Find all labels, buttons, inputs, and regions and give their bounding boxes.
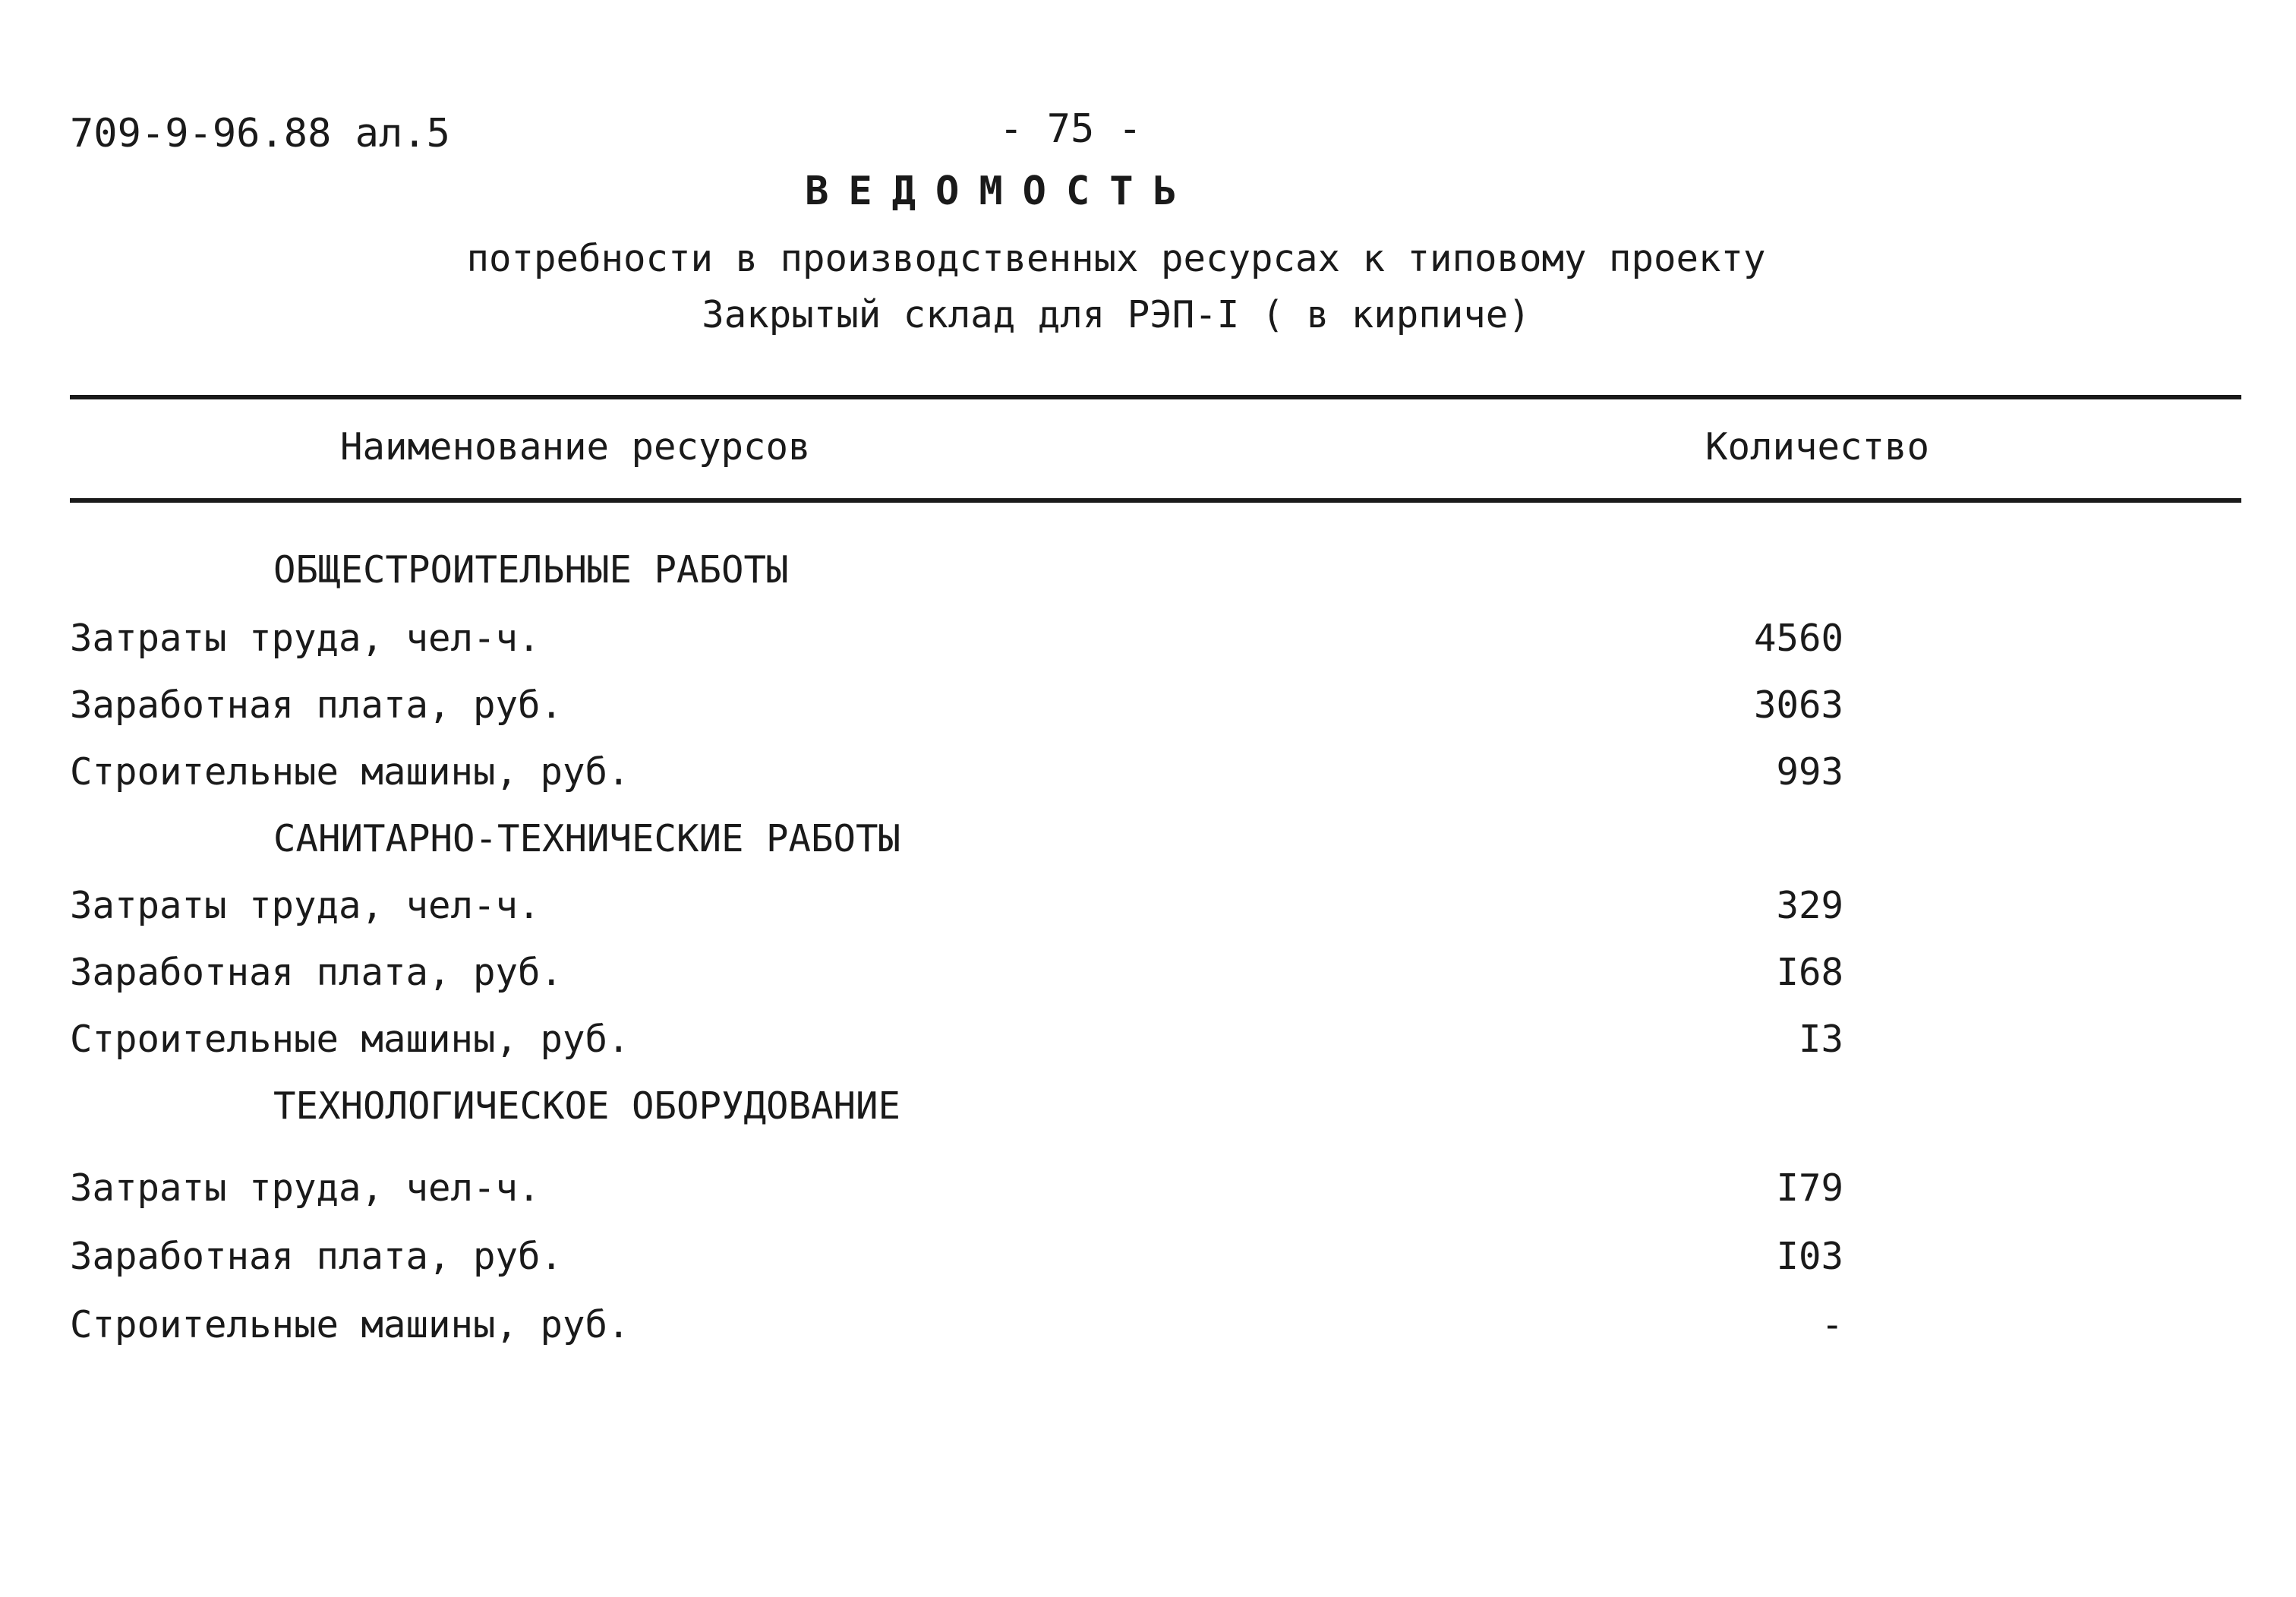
document-code: 709-9-96.88 ал.5 (70, 111, 450, 156)
table-top-rule (70, 395, 2241, 399)
table-row-value: I79 (1776, 1166, 1843, 1210)
table-header-rule (70, 498, 2241, 503)
table-row-label: Затраты труда, чел-ч. (70, 1166, 541, 1210)
table-row-value: - (1821, 1303, 1843, 1346)
page-number: - 75 - (999, 106, 1142, 152)
document-title: ВЕДОМОСТЬ (805, 169, 1197, 214)
table-row-value: 993 (1776, 750, 1843, 794)
table-row-label: Заработная плата, руб. (70, 951, 563, 994)
table-row-value: 3063 (1753, 683, 1843, 727)
table-row-value: 329 (1776, 884, 1843, 927)
section-title: САНИТАРНО-ТЕХНИЧЕСКИЕ РАБОТЫ (273, 817, 901, 860)
section-title: ОБЩЕСТРОИТЕЛЬНЫЕ РАБОТЫ (273, 548, 789, 592)
column-header-name: Наименование ресурсов (340, 425, 811, 469)
table-row-label: Затраты труда, чел-ч. (70, 617, 541, 660)
table-row-value: I03 (1776, 1235, 1843, 1278)
table-row-label: Затраты труда, чел-ч. (70, 884, 541, 927)
table-row-label: Строительные машины, руб. (70, 1018, 630, 1061)
section-title: ТЕХНОЛОГИЧЕСКОЕ ОБОРУДОВАНИЕ (273, 1084, 901, 1128)
table-row-label: Заработная плата, руб. (70, 1235, 563, 1278)
table-row-value: I3 (1798, 1018, 1843, 1061)
table-row-label: Заработная плата, руб. (70, 683, 563, 727)
table-row-label: Строительные машины, руб. (70, 750, 630, 794)
document-subtitle-line-1: потребности в производственных ресурсах к типовому проекту (466, 237, 1766, 280)
table-row-value: I68 (1776, 951, 1843, 994)
table-row-value: 4560 (1753, 617, 1843, 660)
table-row-label: Строительные машины, руб. (70, 1303, 630, 1346)
column-header-quantity: Количество (1705, 425, 1930, 469)
document-subtitle-line-2: Закрытый склад для РЭП-I ( в кирпиче) (702, 293, 1531, 336)
